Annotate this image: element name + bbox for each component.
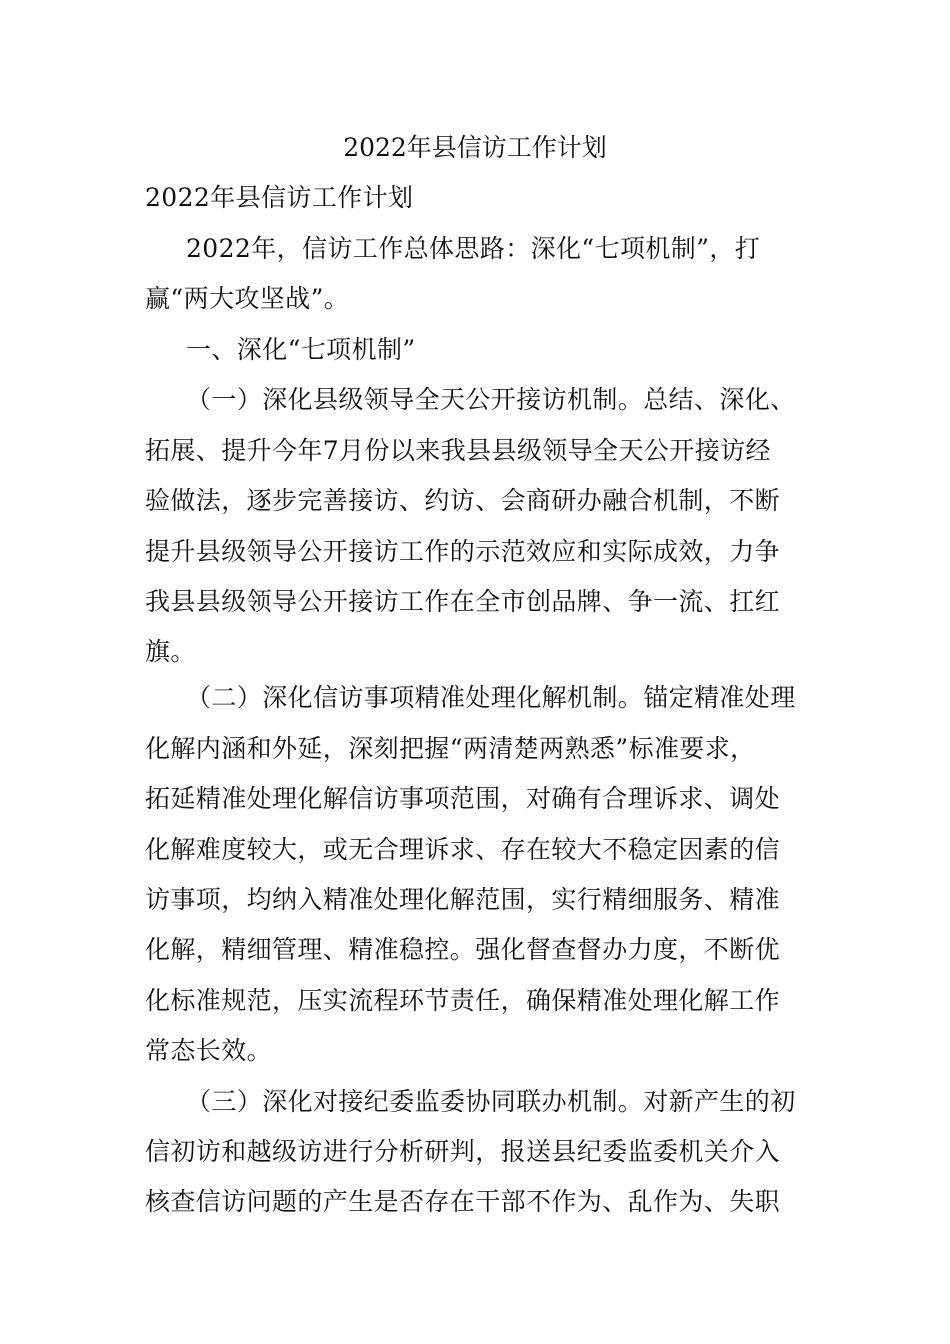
paragraph-line: 信初访和越级访进行分析研判，报送县纪委监委机关介入	[145, 1137, 781, 1166]
section-heading: 一、深化“七项机制”	[186, 335, 416, 364]
paragraph-line: 访事项，均纳入精准处理化解范围，实行精细服务、精准	[145, 885, 781, 914]
paragraph-line: （一）深化县级领导全天公开接访机制。总结、深化、	[186, 385, 796, 414]
paragraph-line: 拓展、提升今年7月份以来我县县级领导全天公开接访经	[145, 436, 771, 465]
document-subtitle: 2022年县信访工作计划	[145, 183, 414, 212]
paragraph-line: 化标准规范，压实流程环节责任，确保精准处理化解工作	[145, 986, 781, 1015]
intro-line: 2022年，信访工作总体思路：深化“七项机制”，打	[186, 234, 761, 263]
paragraph-line: 验做法，逐步完善接访、约访、会商研办融合机制，不断	[145, 486, 781, 515]
paragraph-line: （二）深化信访事项精准处理化解机制。锚定精准处理	[186, 683, 796, 712]
paragraph-line: 核查信访问题的产生是否存在干部不作为、乱作为、失职	[145, 1187, 781, 1216]
paragraph-line: 化解难度较大，或无合理诉求、存在较大不稳定因素的信	[145, 835, 781, 864]
intro-line: 赢“两大攻坚战”。	[145, 284, 350, 313]
paragraph-line: 旗。	[145, 637, 196, 666]
paragraph-line: 我县县级领导公开接访工作在全市创品牌、争一流、扛红	[145, 587, 781, 616]
document-title: 2022年县信访工作计划	[343, 133, 607, 162]
paragraph-line: 常态长效。	[145, 1036, 273, 1065]
paragraph-line: 化解内涵和外延，深刻把握“两清楚两熟悉”标准要求，	[145, 734, 756, 763]
paragraph-line: 拓延精准处理化解信访事项范围，对确有合理诉求、调处	[145, 784, 781, 813]
paragraph-line: 化解，精细管理、精准稳控。强化督查督办力度，不断优	[145, 935, 781, 964]
paragraph-line: 提升县级领导公开接访工作的示范效应和实际成效，力争	[145, 537, 781, 566]
paragraph-line: （三）深化对接纪委监委协同联办机制。对新产生的初	[186, 1087, 796, 1116]
